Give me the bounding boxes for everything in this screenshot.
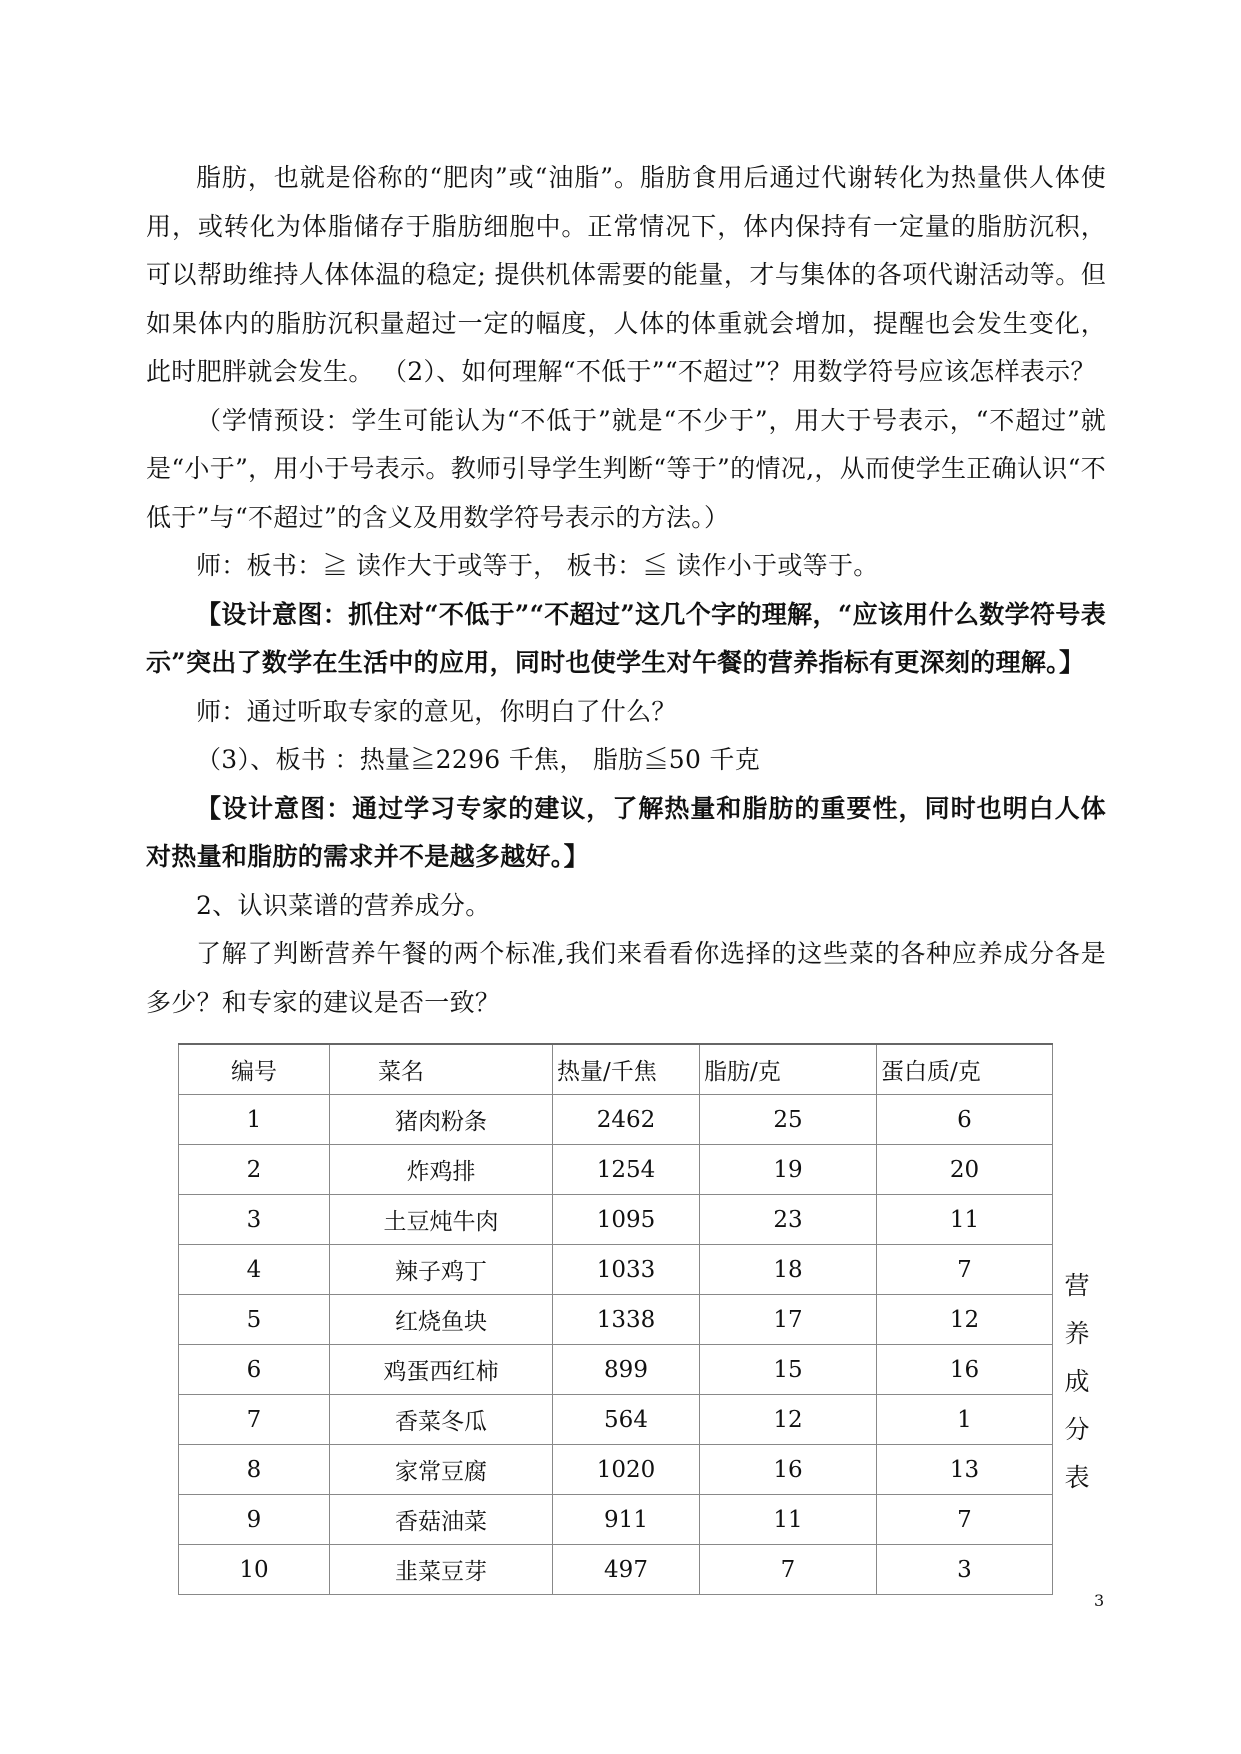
table-header-row [179, 1044, 1053, 1095]
cell-number: 5 [179, 1295, 330, 1345]
cell-number: 3 [179, 1195, 330, 1245]
cell-protein: 12 [877, 1295, 1053, 1345]
table-row [179, 1495, 1053, 1545]
cell-dish-name: 炸鸡排 [330, 1145, 553, 1195]
cell-fat: 17 [700, 1295, 877, 1345]
cell-calories: 2462 [553, 1095, 700, 1145]
cell-protein: 6 [877, 1095, 1053, 1145]
cell-number: 10 [179, 1545, 330, 1595]
table-row [179, 1145, 1053, 1195]
cell-protein: 11 [877, 1195, 1053, 1245]
cell-fat: 11 [700, 1495, 877, 1545]
body-text [146, 154, 1106, 1027]
cell-dish-name: 辣子鸡丁 [330, 1245, 553, 1295]
cell-calories: 1338 [553, 1295, 700, 1345]
table-row [179, 1095, 1053, 1145]
cell-fat: 16 [700, 1445, 877, 1495]
cell-fat: 15 [700, 1345, 877, 1395]
header-dish-name: 菜名 [330, 1044, 553, 1095]
table-row [179, 1445, 1053, 1495]
header-protein: 蛋白质/克 [877, 1044, 1053, 1095]
cell-fat: 7 [700, 1545, 877, 1595]
nutrition-table-container [178, 1043, 1053, 1595]
cell-dish-name: 家常豆腐 [330, 1445, 553, 1495]
table-row [179, 1345, 1053, 1395]
cell-number: 1 [179, 1095, 330, 1145]
cell-number: 2 [179, 1145, 330, 1195]
cell-fat: 19 [700, 1145, 877, 1195]
table-row [179, 1545, 1053, 1595]
paragraph-board-formula: （3）、板书 ：热量≧2296 千焦， 脂肪≦50 千克 [196, 745, 761, 774]
cell-number: 8 [179, 1445, 330, 1495]
cell-number: 6 [179, 1345, 330, 1395]
cell-calories: 497 [553, 1545, 700, 1595]
cell-fat: 18 [700, 1245, 877, 1295]
paragraph-teacher-question: 师：通过听取专家的意见，你明白了什么？ [196, 696, 677, 726]
cell-dish-name: 韭菜豆芽 [330, 1545, 553, 1595]
table-row [179, 1395, 1053, 1445]
cell-fat: 23 [700, 1195, 877, 1245]
cell-protein: 7 [877, 1245, 1053, 1295]
side-label-char: 分 [1064, 1415, 1090, 1444]
cell-protein: 1 [877, 1395, 1053, 1445]
cell-protein: 7 [877, 1495, 1053, 1545]
side-label-char: 营 [1064, 1271, 1090, 1300]
cell-dish-name: 香菇油菜 [330, 1495, 553, 1545]
cell-protein: 13 [877, 1445, 1053, 1495]
cell-calories: 1033 [553, 1245, 700, 1295]
table-row [179, 1195, 1053, 1245]
cell-calories: 1095 [553, 1195, 700, 1245]
table-side-label [1060, 1262, 1094, 1502]
cell-dish-name: 香菜冬瓜 [330, 1395, 553, 1445]
cell-fat: 12 [700, 1395, 877, 1445]
paragraph-menu-question: 了解了判断营养午餐的两个标准,我们来看看你选择的这些菜的各种应养成分各是多少？和专家的建议是否一致？ [146, 939, 1106, 1017]
cell-fat: 25 [700, 1095, 877, 1145]
paragraph-learning-preset: （学情预设：学生可能认为“不低于”就是“不少于”，用大于号表示，“不超过”就是“小于”，用小于号表示。教师引导学生判断“等于”的情况,，从而使学生正确认识“不低于”与“不超过”的含义及用数学符号表示的方法。） [146, 405, 1106, 532]
cell-calories: 1254 [553, 1145, 700, 1195]
nutrition-table [178, 1043, 1053, 1595]
header-fat: 脂肪/克 [700, 1044, 877, 1095]
paragraph-section-heading: 2、认识菜谱的营养成分。 [196, 890, 491, 920]
page-number: 3 [1094, 1591, 1105, 1610]
cell-calories: 911 [553, 1495, 700, 1545]
cell-protein: 3 [877, 1545, 1053, 1595]
cell-number: 4 [179, 1245, 330, 1295]
header-calories: 热量/千焦 [553, 1044, 700, 1095]
cell-dish-name: 红烧鱼块 [330, 1295, 553, 1345]
table-row [179, 1245, 1053, 1295]
cell-number: 9 [179, 1495, 330, 1545]
table-row [179, 1295, 1053, 1345]
cell-dish-name: 鸡蛋西红柿 [330, 1345, 553, 1395]
paragraph-design-intent-1: 【设计意图：抓住对“不低于”“不超过”这几个字的理解，“应该用什么数学符号表示”突出了数学在生活中的应用，同时也使学生对午餐的营养指标有更深刻的理解。】 [146, 599, 1106, 677]
paragraph-fat-description: 脂肪，也就是俗称的“肥肉”或“油脂”。脂肪食用后通过代谢转化为热量供人体使用，或转化为体脂储存于脂肪细胞中。正常情况下，体内保持有一定量的脂肪沉积，可以帮助维持人体体温的稳定; 提供机体需要的能量，才与集体的各项代谢活动等。但如果体内的脂肪沉积量超过一定的幅度，人体的体重就会增加，提醒也会发生变化，此时肥胖就会发生。 （2）、如何理解“不低于”“不超过”？用数学符号应该怎样表示？ [146, 163, 1106, 386]
side-label-char: 成 [1064, 1367, 1090, 1396]
cell-number: 7 [179, 1395, 330, 1445]
side-label-char: 养 [1064, 1319, 1090, 1348]
cell-calories: 564 [553, 1395, 700, 1445]
paragraph-design-intent-2: 【设计意图：通过学习专家的建议，了解热量和脂肪的重要性，同时也明白人体对热量和脂肪的需求并不是越多越好。】 [146, 793, 1106, 871]
cell-protein: 20 [877, 1145, 1053, 1195]
side-label-char: 表 [1064, 1463, 1090, 1492]
cell-calories: 899 [553, 1345, 700, 1395]
cell-dish-name: 土豆炖牛肉 [330, 1195, 553, 1245]
paragraph-board-symbols: 师：板书：≧ 读作大于或等于， 板书：≦ 读作小于或等于。 [196, 551, 879, 580]
cell-protein: 16 [877, 1345, 1053, 1395]
cell-dish-name: 猪肉粉条 [330, 1095, 553, 1145]
cell-calories: 1020 [553, 1445, 700, 1495]
header-number: 编号 [179, 1044, 330, 1095]
